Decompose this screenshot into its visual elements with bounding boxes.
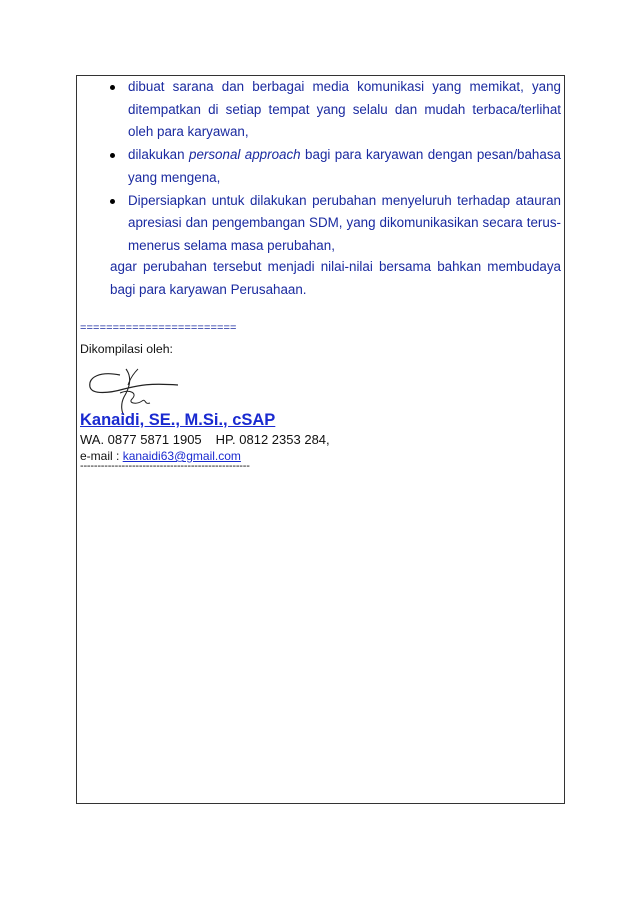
bullet-text-pre: dilakukan (128, 147, 189, 163)
bullet-text-emphasis: personal approach (189, 147, 301, 163)
bullet-item (104, 190, 561, 258)
bullet-dot-icon (110, 85, 115, 90)
contact-phones (80, 432, 330, 447)
separator-line-bottom: ------------------------------------------------- (80, 460, 250, 472)
whatsapp-number: WA. 0877 5871 1905 (80, 432, 202, 447)
author-name: Kanaidi, SE., M.Si., cSAP (80, 411, 276, 429)
bullet-dot-icon (110, 153, 115, 158)
bullet-text: Dipersiapkan untuk dilakukan perubahan menyeluruh terhadap atauran apresiasi dan pengembangan SDM, yang dikomunikasikan secara terus-menerus selama masa perubahan, (128, 192, 561, 253)
phone-number: HP. 0812 2353 284, (215, 432, 330, 447)
bullet-text-post: bagi para karyawan dengan pesan/bahasa yang mengena, (128, 147, 561, 185)
email-link[interactable]: kanaidi63@gmail.com (122, 449, 241, 463)
bullet-list (104, 76, 561, 258)
separator-line: ======================== (80, 322, 237, 334)
bullet-item (104, 144, 561, 189)
bullet-text: dibuat sarana dan berbagai media komunikasi yang memikat, yang ditempatkan di setiap tempat yang selalu dan mudah terbaca/terlihat oleh para karyawan, (128, 79, 561, 140)
email-label: e-mail : (80, 449, 123, 463)
bullet-dot-icon (110, 199, 115, 204)
bullet-item (104, 76, 561, 144)
closing-paragraph: agar perubahan tersebut menjadi nilai-nilai bersama bahkan membudaya bagi para karyawan Perusahaan. (110, 259, 561, 297)
signature-image (80, 363, 190, 415)
compiled-by-label: Dikompilasi oleh: (80, 342, 173, 356)
